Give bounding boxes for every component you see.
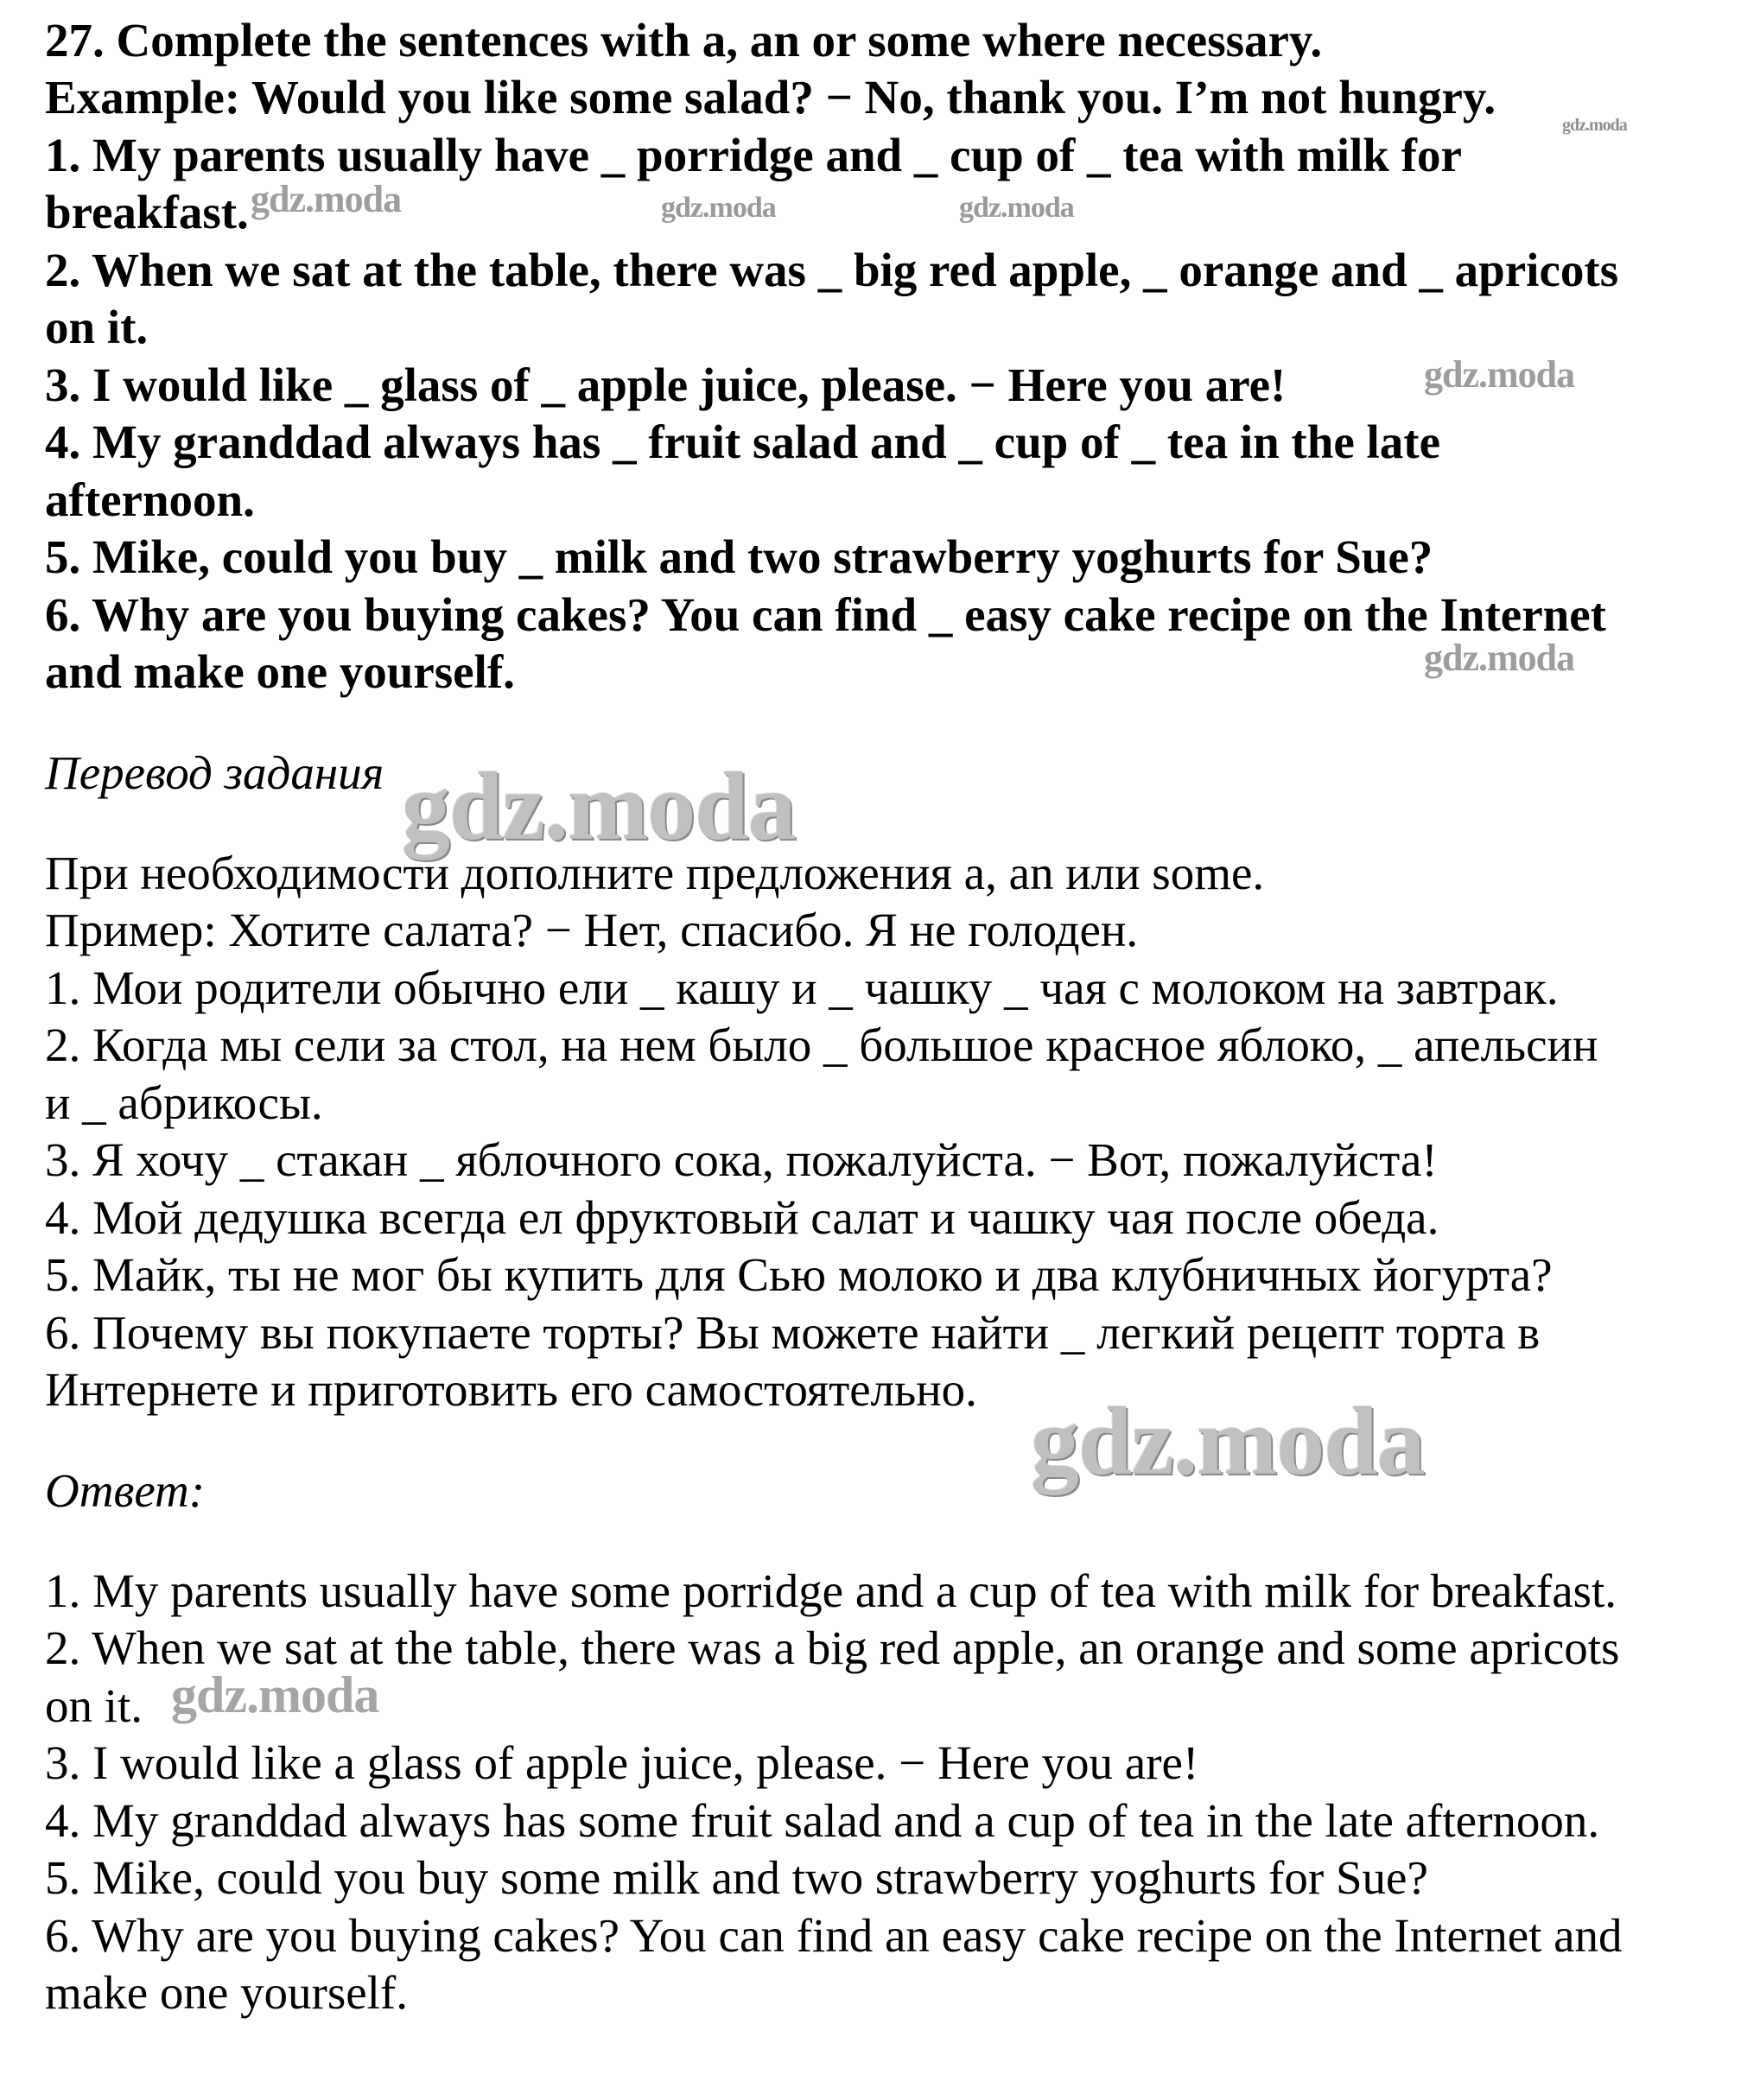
watermark: gdz.moda: [1424, 353, 1575, 396]
watermark: gdz.moda: [1424, 637, 1575, 679]
task-title: 27. Complete the sentences with a, an or some where necessary.: [45, 14, 1323, 67]
translation-line: 5. Майк, ты не мог бы купить для Сью молоко и два клубничных йогурта?: [45, 1248, 1553, 1301]
task-line: 1. My parents usually have _ porridge and _ cup of _ tea with milk for: [45, 129, 1462, 181]
watermark: gdz.moda: [661, 192, 776, 224]
translation-line: 4. Мой дедушка всегда ел фруктовый салат и чашку чая после обеда.: [45, 1191, 1439, 1244]
answer-line: 1. My parents usually have some porridge and a cup of tea with milk for breakfast.: [45, 1564, 1617, 1617]
answer-line: 3. I would like a glass of apple juice, please. − Here you are!: [45, 1736, 1199, 1789]
watermark: gdz.moda: [959, 192, 1074, 224]
task-line: afternoon.: [45, 473, 255, 526]
answer-heading: Ответ:: [45, 1464, 206, 1517]
answer-line: 5. Mike, could you buy some milk and two strawberry yoghurts for Sue?: [45, 1851, 1428, 1904]
watermark: gdz.moda: [402, 753, 796, 860]
translation-line: 2. Когда мы сели за стол, на нем было _ большое красное яблоко, _ апельсин: [45, 1018, 1598, 1071]
watermark: gdz.moda: [171, 1666, 379, 1723]
answer-line: 2. When we sat at the table, there was a big red apple, an orange and some apricots: [45, 1621, 1620, 1674]
translation-line: Интернете и приготовить его самостоятельно.: [45, 1363, 977, 1416]
translation-line: 3. Я хочу _ стакан _ яблочного сока, пожалуйста. − Вот, пожалуйста!: [45, 1133, 1438, 1186]
answer-line: make one yourself.: [45, 1966, 408, 2019]
answer-line: 4. My granddad always has some fruit salad and a cup of tea in the late afternoon.: [45, 1794, 1600, 1847]
translation-line: 1. Мои родители обычно ели _ кашу и _ чашку _ чая с молоком на завтрак.: [45, 961, 1559, 1014]
watermark: gdz.moda: [1562, 116, 1627, 135]
task-line: and make one yourself.: [45, 645, 515, 698]
task-line: 5. Mike, could you buy _ milk and two strawberry yoghurts for Sue?: [45, 530, 1433, 583]
watermark: gdz.moda: [1031, 1388, 1425, 1495]
task-line: on it.: [45, 301, 149, 353]
answer-line: on it.: [45, 1679, 143, 1732]
task-line: 2. When we sat at the table, there was _ big red apple, _ orange and _ apricots: [45, 244, 1619, 296]
task-line: 3. I would like _ glass of _ apple juice, please. − Here you are!: [45, 358, 1287, 411]
task-line: 4. My granddad always has _ fruit salad and _ cup of _ tea in the late: [45, 416, 1441, 468]
task-example: Example: Would you like some salad? − No, thank you. I’m not hungry.: [45, 71, 1496, 124]
translation-line: Пример: Хотите салата? − Нет, спасибо. Я не голоден.: [45, 904, 1139, 956]
translation-line: и _ абрикосы.: [45, 1076, 323, 1129]
translation-line: При необходимости дополните предложения a, an или some.: [45, 847, 1265, 899]
translation-heading: Перевод задания: [45, 746, 384, 799]
task-line: breakfast.: [45, 186, 249, 238]
watermark: gdz.moda: [251, 178, 402, 220]
task-line: 6. Why are you buying cakes? You can find _ easy cake recipe on the Internet: [45, 588, 1606, 641]
translation-line: 6. Почему вы покупаете торты? Вы можете найти _ легкий рецепт торта в: [45, 1306, 1541, 1359]
answer-line: 6. Why are you buying cakes? You can find an easy cake recipe on the Internet and: [45, 1909, 1623, 1962]
